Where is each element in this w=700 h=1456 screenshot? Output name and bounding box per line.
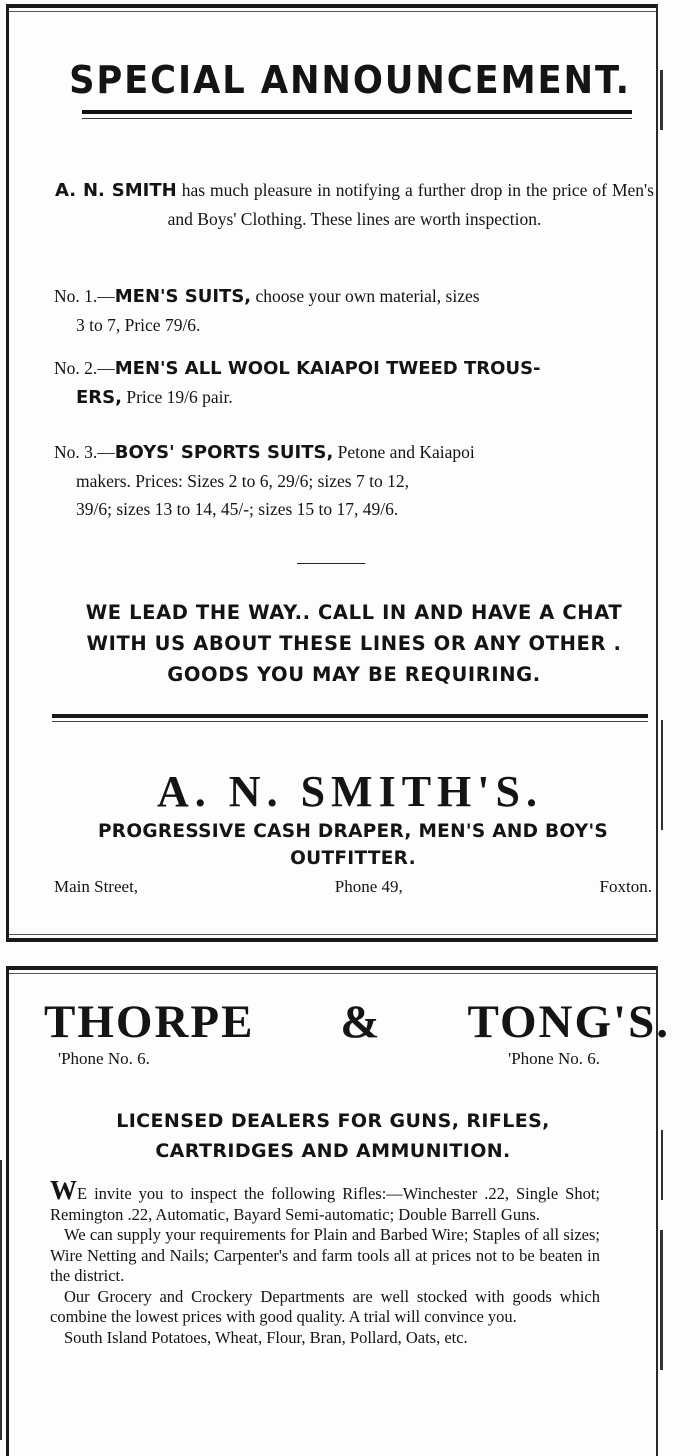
contact-town: Foxton.	[599, 877, 652, 896]
margin-mark	[660, 70, 663, 130]
contact-phone: Phone 49,	[334, 877, 403, 896]
item-number: No. 3.—	[54, 442, 115, 462]
contact-street: Main Street,	[54, 877, 139, 896]
thorpe-tong-body	[50, 1175, 600, 1348]
intro-name: A. N. SMITH	[55, 180, 177, 201]
body-paragraph-2: We can supply your requirements for Plain and Barbed Wire; Staples of all sizes; Wire Netting and Nails; Carpenter's and farm tools all at prices not to be beaten in the district.	[50, 1225, 600, 1285]
item-text-continued: makers. Prices: Sizes 2 to 6, 29/6; sizes 7 to 12,	[76, 471, 409, 491]
special-announcement-title: SPECIAL ANNOUNCEMENT.	[69, 58, 631, 102]
section-divider-thick	[52, 714, 648, 718]
body-paragraph-3: Our Grocery and Crockery Departments are well stocked with goods which combine the lowest prices with good quality. A trial will convince you.	[50, 1286, 600, 1326]
short-divider	[297, 563, 365, 564]
margin-mark	[661, 1130, 663, 1200]
thorpe-tong-title	[44, 995, 670, 1049]
contact-line	[54, 877, 652, 897]
margin-mark	[0, 1160, 2, 1440]
item-lead: MEN'S ALL WOOL KAIAPOI TWEED TROUS-	[114, 358, 541, 379]
margin-mark	[661, 720, 663, 830]
item-text: Petone and Kaiapoi	[333, 442, 475, 462]
item-lead: MEN'S SUITS,	[114, 286, 252, 307]
item-price: Price 19/6 pair.	[121, 387, 233, 407]
title-underline-thick	[82, 110, 632, 114]
title-underline-thin	[82, 118, 632, 119]
item-number: No. 1.—	[54, 286, 115, 306]
frame-bottom-thin-rule	[9, 934, 656, 935]
item-lead: BOYS' SPORTS SUITS,	[114, 442, 334, 463]
price-item-3	[54, 438, 654, 523]
item-text-continued-2: 39/6; sizes 13 to 14, 45/-; sizes 15 to 17, 49/6.	[76, 499, 399, 519]
licensed-dealers-heading: LICENSED DEALERS FOR GUNS, RIFLES, CARTRIDGES AND AMMUNITION.	[116, 1110, 550, 1162]
item-text: choose your own material, sizes	[251, 286, 480, 306]
phone-left: 'Phone No. 6.	[58, 1049, 150, 1068]
drop-cap: W	[50, 1175, 77, 1205]
price-item-1	[54, 282, 654, 339]
frame-top-thin-rule	[9, 973, 656, 974]
phone-right: 'Phone No. 6.	[508, 1049, 600, 1068]
item-text-continued	[54, 383, 654, 412]
item-number: No. 2.—	[54, 358, 115, 378]
margin-mark	[660, 1230, 663, 1370]
frame-bottom-rule	[9, 938, 656, 942]
price-item-2	[54, 354, 654, 412]
phone-line	[58, 1049, 600, 1069]
body-paragraph-4: South Island Potatoes, Wheat, Flour, Bran, Pollard, Oats, etc.	[64, 1327, 468, 1347]
frame-top-rule	[9, 4, 656, 8]
callout-text: WE LEAD THE WAY.. CALL IN AND HAVE A CHAT WITH US ABOUT THESE LINES OR ANY OTHER . GOODS YOU MAY BE REQUIRING.	[85, 601, 623, 686]
frame-top-thin-rule	[9, 11, 656, 12]
body-paragraph-1: WE invite you to inspect the following Rifles:—Winchester .22, Single Shot; Remington .22, Automatic, Bayard Semi-automatic; Double Barrell Guns.	[50, 1175, 600, 1224]
frame-top-rule	[9, 966, 656, 970]
intro-text: has much pleasure in notifying a further drop in the price of Men's and Boys' Clothing. These lines are worth inspection.	[167, 180, 654, 229]
title-ampersand: &	[340, 996, 382, 1048]
shop-description: PROGRESSIVE CASH DRAPER, MEN'S AND BOY'S OUTFITTER.	[97, 821, 609, 869]
section-divider-thin	[52, 721, 648, 722]
item-lead-continued: ERS,	[76, 387, 122, 408]
title-right: TONG'S.	[467, 996, 670, 1048]
intro-paragraph	[55, 176, 654, 233]
item-text-continued: 3 to 7, Price 79/6.	[76, 315, 201, 335]
shop-name: A. N. SMITH'S.	[157, 767, 543, 816]
title-left: THORPE	[44, 996, 255, 1048]
